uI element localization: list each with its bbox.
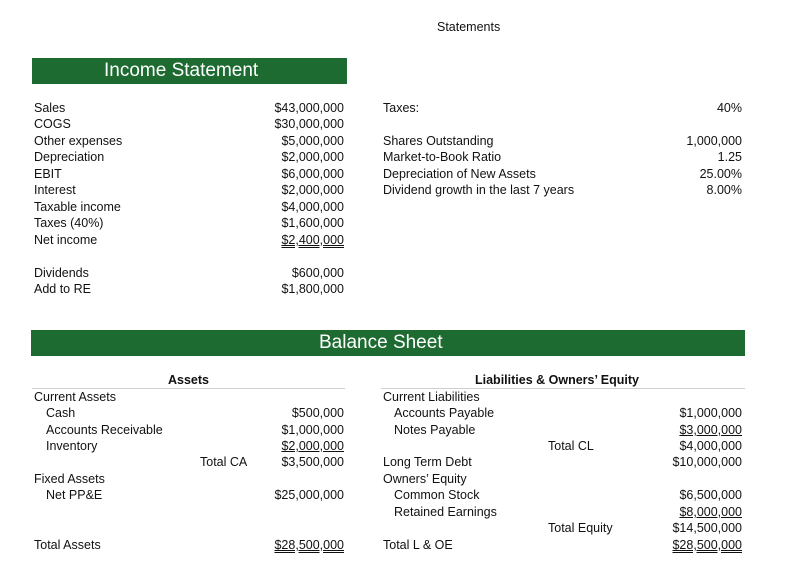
common-stock-value: $6,500,000	[679, 488, 742, 502]
is-label-cogs: COGS	[34, 117, 71, 131]
param-label-shares: Shares Outstanding	[383, 134, 494, 148]
is-value-interest: $2,000,000	[281, 183, 344, 197]
is-label-add-to-re: Add to RE	[34, 282, 91, 296]
current-assets-label: Current Assets	[34, 390, 116, 404]
is-value-dividends: $600,000	[291, 266, 344, 280]
ar-label: Accounts Receivable	[46, 423, 163, 437]
is-value-net-income: $2,400,000	[281, 233, 344, 247]
total-assets-value: $28,500,000	[274, 538, 344, 552]
np-value: $3,000,000	[679, 423, 742, 437]
page-title: Statements	[437, 20, 501, 34]
is-label-other-expenses: Other expenses	[34, 134, 123, 148]
total-cl-value: $4,000,000	[679, 439, 742, 453]
ltd-value: $10,000,000	[672, 455, 742, 469]
total-assets-label: Total Assets	[34, 538, 101, 552]
is-value-taxes: $1,600,000	[281, 216, 344, 230]
ar-value: $1,000,000	[281, 423, 344, 437]
ap-label: Accounts Payable	[394, 406, 495, 420]
is-label-net-income: Net income	[34, 233, 98, 247]
is-label-ebit: EBIT	[34, 167, 62, 181]
total-ca-label: Total CA	[200, 455, 248, 469]
param-value-shares: 1,000,000	[686, 134, 742, 148]
total-equity-value: $14,500,000	[672, 521, 742, 535]
total-loe-label: Total L & OE	[383, 538, 453, 552]
balance-sheet-banner	[31, 330, 745, 356]
retained-earnings-value: $8,000,000	[679, 505, 742, 519]
is-label-interest: Interest	[34, 183, 76, 197]
assets-header-rule	[32, 388, 345, 389]
net-ppe-value: $25,000,000	[274, 488, 344, 502]
total-ca-value: $3,500,000	[281, 455, 344, 469]
income-statement-title: Income Statement	[104, 60, 259, 81]
income-statement-banner	[32, 58, 347, 84]
ltd-label: Long Term Debt	[383, 455, 472, 469]
param-label-depr-new: Depreciation of New Assets	[383, 167, 536, 181]
ap-value: $1,000,000	[679, 406, 742, 420]
is-label-depreciation: Depreciation	[34, 150, 105, 164]
inventory-label: Inventory	[46, 439, 98, 453]
param-taxes-label: Taxes:	[383, 101, 420, 115]
net-ppe-label: Net PP&E	[46, 488, 103, 502]
is-label-dividends: Dividends	[34, 266, 89, 280]
is-value-add-to-re: $1,800,000	[281, 282, 344, 296]
balance-sheet-title: Balance Sheet	[319, 332, 443, 353]
owners-equity-label: Owners’ Equity	[383, 472, 467, 486]
param-value-mtb: 1.25	[717, 150, 742, 164]
cash-value: $500,000	[291, 406, 344, 420]
total-equity-label: Total Equity	[548, 521, 613, 535]
common-stock-label: Common Stock	[394, 488, 480, 502]
is-value-ebit: $6,000,000	[281, 167, 344, 181]
np-label: Notes Payable	[394, 423, 476, 437]
is-value-sales: $43,000,000	[274, 101, 344, 115]
param-value-depr-new: 25.00%	[699, 167, 742, 181]
is-value-other-expenses: $5,000,000	[281, 134, 344, 148]
is-label-sales: Sales	[34, 101, 66, 115]
fixed-assets-label: Fixed Assets	[34, 472, 105, 486]
cash-label: Cash	[46, 406, 76, 420]
current-liabilities-label: Current Liabilities	[383, 390, 480, 404]
total-cl-label: Total CL	[548, 439, 594, 453]
total-loe-value: $28,500,000	[672, 538, 742, 552]
param-taxes-value: 40%	[716, 101, 742, 115]
retained-earnings-label: Retained Earnings	[394, 505, 497, 519]
inventory-value: $2,000,000	[281, 439, 344, 453]
param-label-mtb: Market-to-Book Ratio	[383, 150, 502, 164]
is-value-cogs: $30,000,000	[274, 117, 344, 131]
is-value-taxable-income: $4,000,000	[281, 200, 344, 214]
assets-header: Assets	[168, 373, 209, 387]
is-label-taxable-income: Taxable income	[34, 200, 121, 214]
is-value-depreciation: $2,000,000	[281, 150, 344, 164]
is-label-taxes: Taxes (40%)	[34, 216, 104, 230]
param-label-div-growth: Dividend growth in the last 7 years	[383, 183, 575, 197]
param-value-div-growth: 8.00%	[706, 183, 742, 197]
liabilities-header-rule	[381, 388, 745, 389]
liabilities-header: Liabilities & Owners’ Equity	[475, 373, 639, 387]
